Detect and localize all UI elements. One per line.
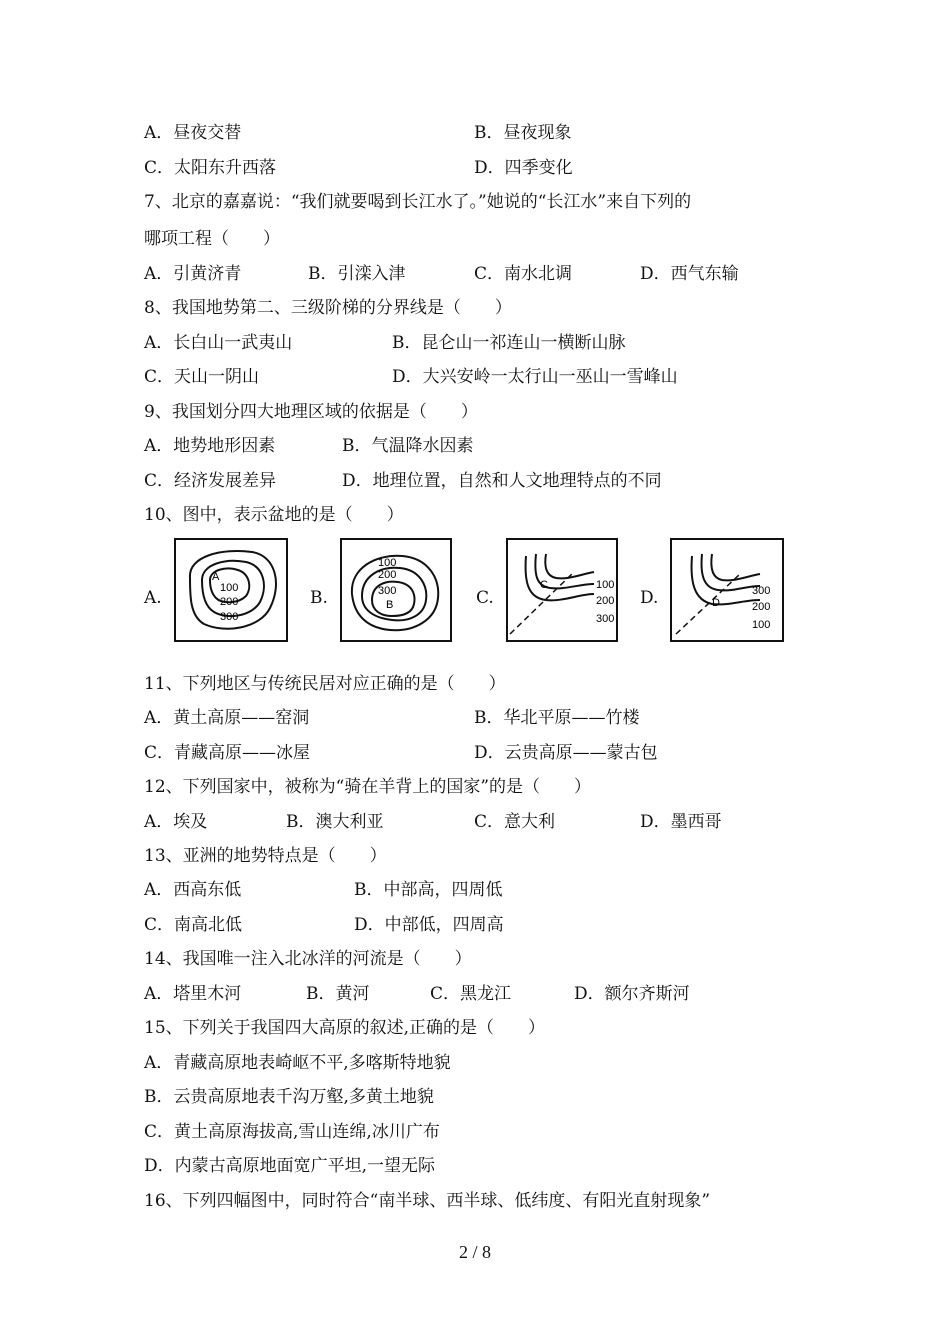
option-a: A．西高东低 xyxy=(144,880,242,900)
q12-stem: 12、下列国家中，被称为“骑在羊背上的国家”的是（ ） xyxy=(144,777,592,797)
contour-figures xyxy=(144,538,804,644)
option-d: D．额尔齐斯河 xyxy=(574,984,690,1004)
option-c: C. xyxy=(476,588,494,608)
option-b: B．引滦入津 xyxy=(308,264,406,284)
q8-stem: 8、我国地势第二、三级阶梯的分界线是（ ） xyxy=(144,298,512,318)
point-label: C xyxy=(540,579,548,591)
q16-stem: 16、下列四幅图中，同时符合“南半球、西半球、低纬度、有阳光直射现象” xyxy=(144,1191,711,1211)
option-d: D．大兴安岭一太行山一巫山一雪峰山 xyxy=(392,367,678,387)
option-d: D. xyxy=(640,588,659,608)
contour-label-bottom: 100 xyxy=(752,619,771,631)
option-c: C．意大利 xyxy=(474,812,556,832)
contour-label-bottom: 300 xyxy=(596,613,615,625)
option-a: A．黄土高原——窑洞 xyxy=(144,708,310,728)
contour-label-top: 100 xyxy=(596,579,615,591)
point-label: B xyxy=(386,599,394,611)
q15-stem: 15、下列关于我国四大高原的叙述,正确的是（ ） xyxy=(144,1018,546,1038)
option-c: C．经济发展差异 xyxy=(144,471,277,491)
option-b: B．澳大利亚 xyxy=(286,812,384,832)
option-d: D．中部低，四周高 xyxy=(354,915,504,935)
q15-option-b: B．云贵高原地表千沟万壑,多黄土地貌 xyxy=(144,1087,434,1107)
contour-map-b xyxy=(340,538,452,642)
option-a: A．长白山一武夷山 xyxy=(144,333,293,353)
option-c: C．青藏高原——冰屋 xyxy=(144,743,311,763)
contour-label-middle: 200 xyxy=(220,596,239,608)
option-d: D．地理位置，自然和人文地理特点的不同 xyxy=(342,471,662,491)
q14-stem: 14、我国唯一注入北冰洋的河流是（ ） xyxy=(144,949,472,969)
option-b: B．中部高，四周低 xyxy=(354,880,503,900)
option-b: B．黄河 xyxy=(306,984,370,1004)
contour-label-inner: 300 xyxy=(378,585,397,597)
contour-label-inner: 100 xyxy=(220,582,239,594)
contour-label-outer: 100 xyxy=(378,557,397,569)
point-label: A xyxy=(212,571,220,583)
option-d: D．四季变化 xyxy=(474,158,573,178)
q15-option-c: C．黄土高原海拔高,雪山连绵,冰川广布 xyxy=(144,1122,440,1142)
contour-label-middle: 200 xyxy=(378,569,397,581)
contour-map-d xyxy=(670,538,784,642)
option-a: A．地势地形因素 xyxy=(144,436,276,456)
contour-label-outer: 300 xyxy=(220,611,239,623)
option-c: C．天山一阴山 xyxy=(144,367,260,387)
option-b: B．气温降水因素 xyxy=(342,436,474,456)
point-label: D xyxy=(712,597,720,609)
contour-map-a xyxy=(174,538,288,642)
option-b: B．昆仑山一祁连山一横断山脉 xyxy=(392,333,626,353)
contour-label-top: 300 xyxy=(752,585,771,597)
option-b: B．华北平原——竹楼 xyxy=(474,708,640,728)
q15-option-d: D．内蒙古高原地面宽广平坦,一望无际 xyxy=(144,1156,436,1176)
q7-stem-cont: 哪项工程（ ） xyxy=(144,229,280,249)
option-a: A. xyxy=(144,588,162,608)
option-d: D．墨西哥 xyxy=(640,812,722,832)
option-c: C．南水北调 xyxy=(474,264,573,284)
q10-stem: 10、图中，表示盆地的是（ ） xyxy=(144,505,404,525)
option-b: B．昼夜现象 xyxy=(474,123,572,143)
option-b: B. xyxy=(310,588,328,608)
option-a: A．塔里木河 xyxy=(144,984,242,1004)
option-c: C．太阳东升西落 xyxy=(144,158,277,178)
q9-stem: 9、我国划分四大地理区域的依据是（ ） xyxy=(144,402,478,422)
option-c: C．南高北低 xyxy=(144,915,243,935)
contour-label-middle: 200 xyxy=(752,601,771,613)
option-c: C．黑龙江 xyxy=(430,984,512,1004)
option-a: A．引黄济青 xyxy=(144,264,242,284)
option-d: D．云贵高原——蒙古包 xyxy=(474,743,658,763)
q11-stem: 11、下列地区与传统民居对应正确的是（ ） xyxy=(144,674,506,694)
option-d: D．西气东输 xyxy=(640,264,739,284)
q13-stem: 13、亚洲的地势特点是（ ） xyxy=(144,846,387,866)
q7-stem: 7、北京的嘉嘉说：“我们就要喝到长江水了。”她说的“长江水”来自下列的 xyxy=(144,192,692,212)
page-number: 2 / 8 xyxy=(458,1242,491,1262)
contour-label-middle: 200 xyxy=(596,595,615,607)
option-a: A．昼夜交替 xyxy=(144,123,242,143)
q15-option-a: A．青藏高原地表崎岖不平,多喀斯特地貌 xyxy=(144,1053,451,1073)
contour-map-c xyxy=(506,538,618,642)
option-a: A．埃及 xyxy=(144,812,208,832)
